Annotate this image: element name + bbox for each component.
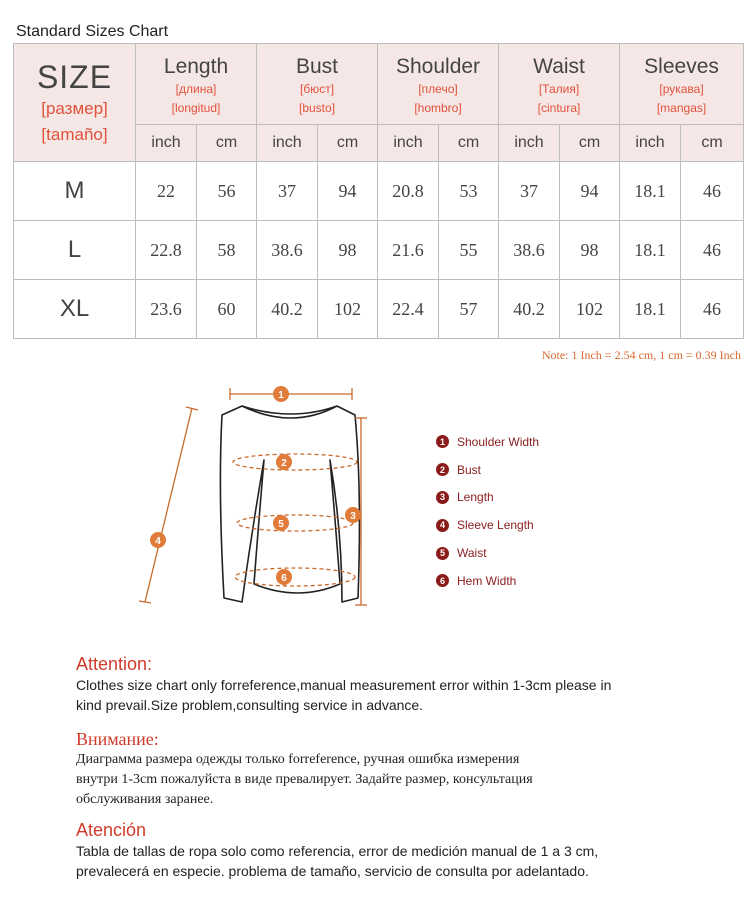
legend-number: 2 xyxy=(436,463,449,476)
legend-item-shoulder-width xyxy=(436,428,539,456)
table-cell: 21.6 xyxy=(378,221,439,280)
table-cell: 22.4 xyxy=(378,280,439,339)
marker-3-label: 3 xyxy=(350,511,356,522)
attention-line: обслуживания заранее. xyxy=(76,792,214,807)
table-cell: 40.2 xyxy=(257,280,318,339)
column-header-ru: [бюст] xyxy=(299,82,335,96)
legend-number: 6 xyxy=(436,574,449,587)
column-header-es: [hombro] xyxy=(414,101,462,115)
legend-label: Sleeve Length xyxy=(457,518,534,533)
marker-2-label: 2 xyxy=(281,458,287,469)
legend-number: 1 xyxy=(436,435,449,448)
column-header-shoulder xyxy=(378,44,499,125)
legend-label: Waist xyxy=(457,546,487,561)
table-cell: 46 xyxy=(681,162,744,221)
conversion-note: Note: 1 Inch = 2.54 cm, 1 cm = 0.39 Inch xyxy=(541,348,741,362)
marker-2 xyxy=(276,454,292,470)
measurement-legend xyxy=(436,428,539,595)
table-cell: 38.6 xyxy=(257,221,318,280)
column-header-sleeves xyxy=(620,44,744,125)
unit-cell: inch xyxy=(257,124,318,161)
table-cell: 94 xyxy=(560,162,620,221)
marker-4-label: 4 xyxy=(155,536,161,547)
table-cell: 57 xyxy=(439,280,499,339)
table-cell: 53 xyxy=(439,162,499,221)
table-cell: 38.6 xyxy=(499,221,560,280)
table-cell: 60 xyxy=(197,280,257,339)
attention-line: prevalecerá en especie. problema de tamaño, servicio de consulta por adelantado. xyxy=(76,863,589,879)
size-cell: M xyxy=(14,162,136,221)
marker-3 xyxy=(345,507,361,523)
unit-cell: cm xyxy=(318,124,378,161)
legend-label: Length xyxy=(457,490,494,505)
size-header-ru: [размер] xyxy=(41,98,108,118)
table-cell: 102 xyxy=(560,280,620,339)
legend-item-sleeve-length xyxy=(436,511,539,539)
attention-es xyxy=(76,820,598,881)
column-header-ru: [длина] xyxy=(175,82,217,96)
unit-cell: inch xyxy=(136,124,197,161)
attention-line: Tabla de tallas de ropa solo como referencia, error de medición manual de 1 a 3 cm, xyxy=(76,843,599,859)
attention-heading-en: Attention: xyxy=(76,654,153,674)
attention-heading-ru: Внимание: xyxy=(76,729,159,749)
table-cell: 98 xyxy=(318,221,378,280)
table-row-l xyxy=(14,221,744,280)
legend-item-hem-width xyxy=(436,567,539,595)
table-cell: 58 xyxy=(197,221,257,280)
marker-1 xyxy=(273,386,289,402)
attention-heading-es: Atención xyxy=(76,820,147,840)
unit-cell: inch xyxy=(499,124,560,161)
unit-cell: cm xyxy=(197,124,257,161)
table-row-xl xyxy=(14,280,744,339)
size-cell: XL xyxy=(14,280,136,339)
unit-cell: cm xyxy=(439,124,499,161)
size-table xyxy=(13,43,744,339)
column-header-ru: [Талия] xyxy=(538,82,580,96)
attention-line: kind prevail.Size problem,consulting service in advance. xyxy=(76,697,424,713)
marker-5 xyxy=(273,515,289,531)
table-cell: 102 xyxy=(318,280,378,339)
size-header-label: SIZE xyxy=(36,58,113,95)
table-cell: 46 xyxy=(681,280,744,339)
column-header-es: [longitud] xyxy=(171,101,221,115)
table-cell: 98 xyxy=(560,221,620,280)
attention-en xyxy=(76,654,611,715)
table-cell: 18.1 xyxy=(620,162,681,221)
table-cell: 18.1 xyxy=(620,221,681,280)
legend-item-length xyxy=(436,484,539,512)
unit-cell: inch xyxy=(378,124,439,161)
size-cell: L xyxy=(14,221,136,280)
marker-6-label: 6 xyxy=(281,573,287,584)
legend-item-bust xyxy=(436,456,539,484)
column-header-ru: [рукава] xyxy=(659,82,704,96)
marker-5-label: 5 xyxy=(278,519,284,530)
table-cell: 18.1 xyxy=(620,280,681,339)
table-cell: 37 xyxy=(257,162,318,221)
unit-cell: inch xyxy=(620,124,681,161)
table-cell: 22 xyxy=(136,162,197,221)
marker-6 xyxy=(276,569,292,585)
attention-ru xyxy=(76,729,533,810)
legend-label: Hem Width xyxy=(457,573,517,588)
attention-line: внутри 1-3cm пожалуйста в виде превалирует. Задайте размер, консультация xyxy=(76,772,533,787)
unit-cell: cm xyxy=(560,124,620,161)
chart-title: Standard Sizes Chart xyxy=(16,23,169,40)
column-header-en: Length xyxy=(163,55,229,78)
column-header-waist xyxy=(499,44,620,125)
table-cell: 22.8 xyxy=(136,221,197,280)
column-header-en: Sleeves xyxy=(644,55,719,78)
legend-number: 3 xyxy=(436,491,449,504)
marker-1-label: 1 xyxy=(278,390,284,401)
table-cell: 40.2 xyxy=(499,280,560,339)
legend-label: Bust xyxy=(457,462,482,477)
table-cell: 20.8 xyxy=(378,162,439,221)
column-header-en: Waist xyxy=(533,55,585,78)
column-header-ru: [плечо] xyxy=(418,82,458,96)
table-cell: 46 xyxy=(681,221,744,280)
marker-4 xyxy=(150,532,166,548)
legend-label: Shoulder Width xyxy=(457,434,540,449)
attention-line: Clothes size chart only forreference,manual measurement error within 1-3cm please in xyxy=(76,677,612,693)
legend-number: 5 xyxy=(436,547,449,560)
column-header-length xyxy=(136,44,257,125)
table-cell: 94 xyxy=(318,162,378,221)
table-cell: 23.6 xyxy=(136,280,197,339)
column-header-es: [mangas] xyxy=(656,101,707,115)
column-header-es: [cintura] xyxy=(537,101,581,115)
legend-item-waist xyxy=(436,539,539,567)
table-cell: 37 xyxy=(499,162,560,221)
size-header-es: [tamaño] xyxy=(41,124,108,144)
table-cell: 56 xyxy=(197,162,257,221)
column-header-es: [busto] xyxy=(299,101,336,115)
table-row-m xyxy=(14,162,744,221)
legend-number: 4 xyxy=(436,519,449,532)
table-cell: 55 xyxy=(439,221,499,280)
size-header-cell xyxy=(14,44,136,162)
column-header-en: Shoulder xyxy=(395,55,481,78)
unit-cell: cm xyxy=(681,124,744,161)
column-header-bust xyxy=(257,44,378,125)
column-header-en: Bust xyxy=(296,55,339,78)
attention-line: Диаграмма размера одежды только forreference, ручная ошибка измерения xyxy=(76,752,520,767)
